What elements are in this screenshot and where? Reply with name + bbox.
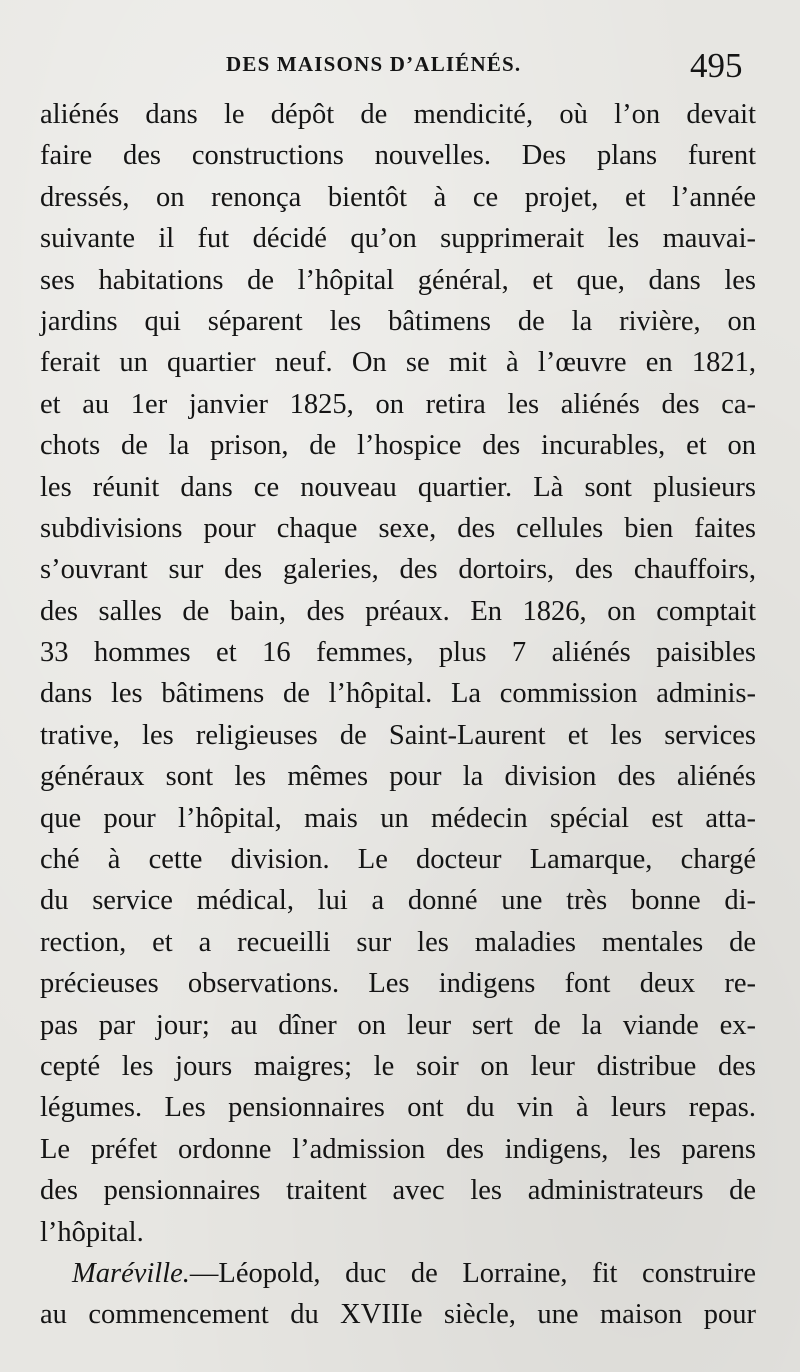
text-line: ferait un quartier neuf. On se mit à l’œuvre en 1821,	[40, 347, 756, 379]
page-number: 495	[690, 46, 743, 85]
text-line: chots de la prison, de l’hospice des incurables, et on	[40, 430, 756, 462]
text-line: du service médical, lui a donné une très bonne di-	[40, 885, 756, 917]
running-head	[0, 46, 800, 86]
text-line: trative, les religieuses de Saint-Laurent et les services	[40, 719, 756, 751]
paragraph-text: —Léopold, duc de Lorraine, fit construire	[189, 1257, 756, 1289]
text-line: rection, et a recueilli sur les maladies mentales de	[40, 926, 756, 958]
text-line: généraux sont les mêmes pour la division des aliénés	[40, 761, 756, 793]
running-title: DES MAISONS D’ALIÉNÉS.	[226, 52, 522, 76]
paragraph-line: au commencement du XVIIIe siècle, une maison pour	[40, 1299, 756, 1331]
text-line: précieuses observations. Les indigens font deux re-	[40, 968, 756, 1000]
text-line: jardins qui séparent les bâtimens de la rivière, on	[40, 305, 756, 337]
text-line: dans les bâtimens de l’hôpital. La commission adminis-	[40, 678, 756, 710]
text-line: les réunit dans ce nouveau quartier. Là sont plusieurs	[40, 471, 756, 503]
text-line: ché à cette division. Le docteur Lamarque, chargé	[40, 844, 756, 876]
text-line: 33 hommes et 16 femmes, plus 7 aliénés paisibles	[40, 637, 756, 669]
text-line: des pensionnaires traitent avec les administrateurs de	[40, 1175, 756, 1207]
body-text	[40, 94, 756, 1336]
text-line: des salles de bain, des préaux. En 1826, on comptait	[40, 595, 756, 627]
text-line: s’ouvrant sur des galeries, des dortoirs, des chauffoirs,	[40, 554, 756, 586]
text-line: que pour l’hôpital, mais un médecin spécial est atta-	[40, 802, 756, 834]
text-line-last: l’hôpital.	[40, 1216, 144, 1248]
text-line: subdivisions pour chaque sexe, des cellules bien faites	[40, 512, 756, 544]
text-line: faire des constructions nouvelles. Des plans furent	[40, 140, 756, 172]
text-line: et au 1er janvier 1825, on retira les aliénés des ca-	[40, 388, 756, 420]
text-line: cepté les jours maigres; le soir on leur distribue des	[40, 1050, 756, 1082]
text-line: suivante il fut décidé qu’on supprimerait les mauvai-	[40, 223, 756, 255]
text-line: dressés, on renonça bientôt à ce projet, et l’année	[40, 181, 756, 213]
text-line: aliénés dans le dépôt de mendicité, où l’on devait	[40, 99, 756, 130]
text-line: pas par jour; au dîner on leur sert de la viande ex-	[40, 1009, 756, 1041]
paragraph-line	[40, 1253, 756, 1294]
text-line: légumes. Les pensionnaires ont du vin à leurs repas.	[40, 1092, 756, 1124]
text-line: ses habitations de l’hôpital général, et que, dans les	[40, 264, 756, 296]
place-heading: Maréville.	[72, 1257, 190, 1289]
text-line: Le préfet ordonne l’admission des indigens, les parens	[40, 1133, 756, 1165]
